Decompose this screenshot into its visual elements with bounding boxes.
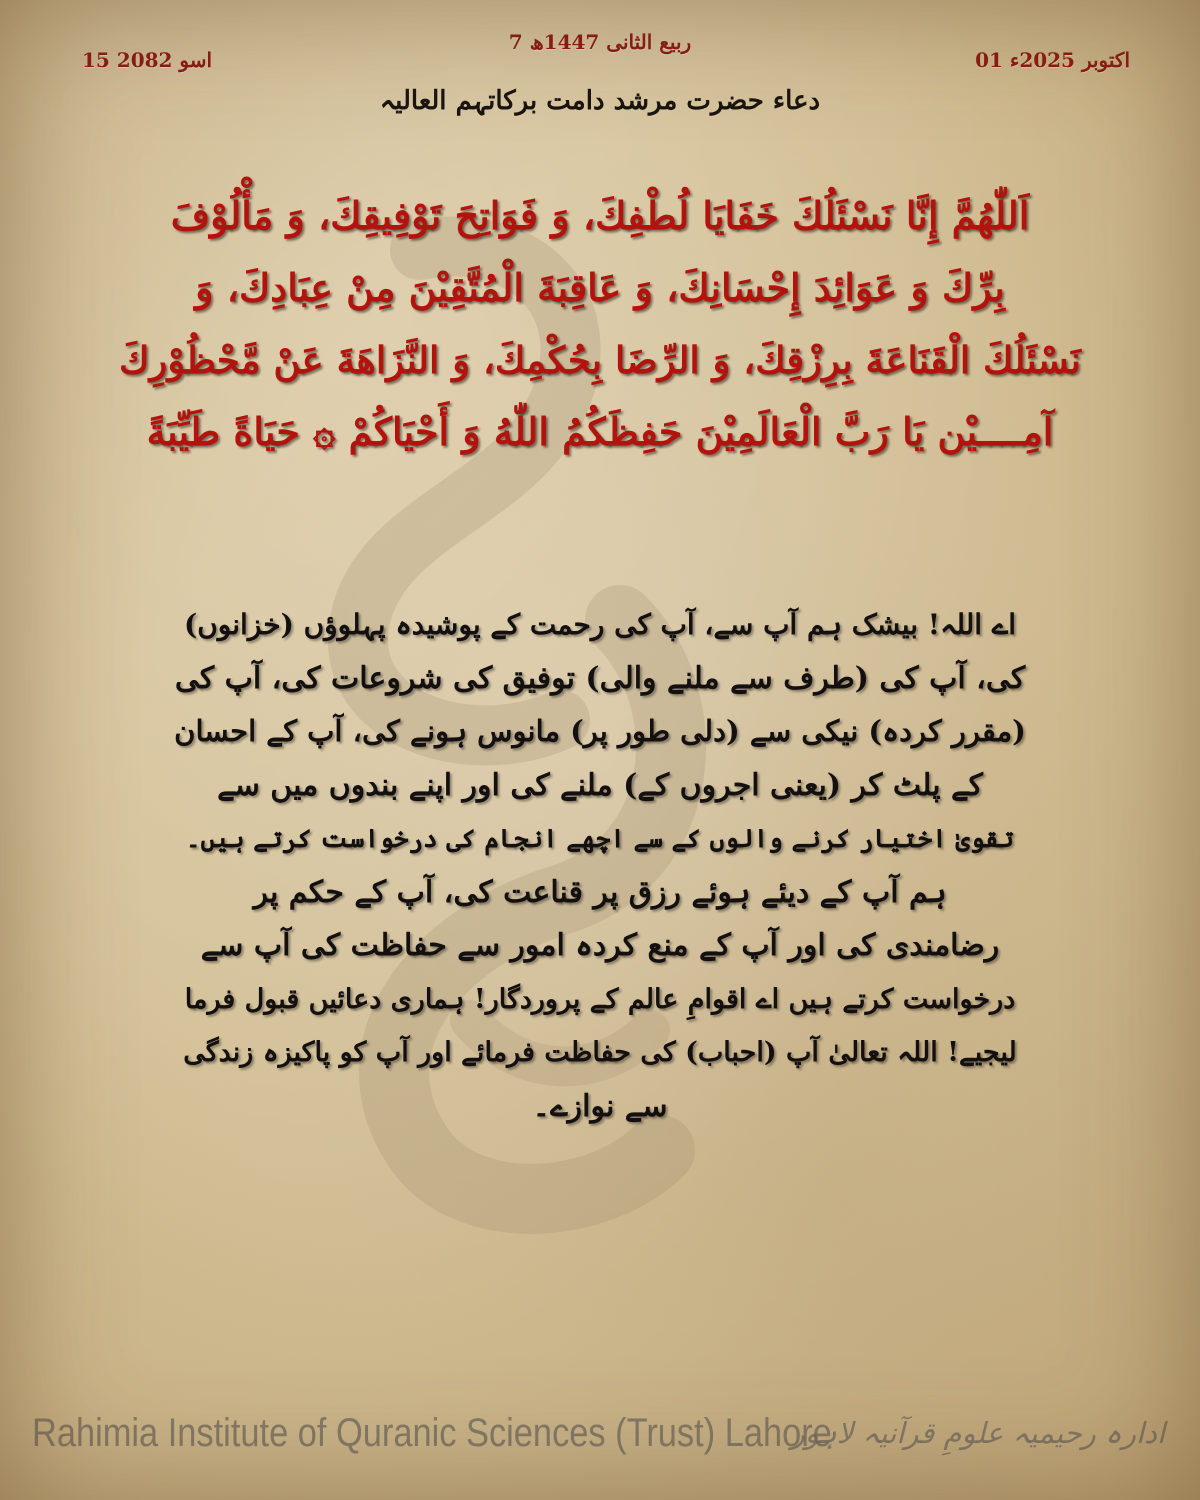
urdu-translation-line: درخواست کرتے ہیں اے اقوامِ عالم کے پروردگار! ہماری دعائیں قبول فرما — [184, 983, 1016, 1015]
urdu-translation-line: اے اللہ! بیشک ہم آپ سے، آپ کی رحمت کے پوشیدہ پہلوؤں (خزانوں) — [183, 608, 1016, 641]
dua-title: دعاء حضرت مرشد دامت برکاتہم العالیہ — [379, 86, 821, 116]
arabic-dua-line: اَللّٰهُمَّ إِنَّا نَسْئَلُكَ خَفَايَا لُطْفِكَ، وَ فَوَاتِحَ تَوْفِيقِكَ، وَ مَأْلُوْفَ — [170, 193, 1030, 238]
hijri-date: 7 ربیع الثانی 1447ھ — [508, 30, 692, 54]
urdu-translation-line: رضامندی کی اور آپ کے منع کردہ امور سے حفاظت کی آپ سے — [200, 928, 1000, 963]
urdu-translation-line: ہم آپ کے دیئے ہوئے رزق پر قناعت کی، آپ کے حکم پر — [253, 874, 947, 910]
arabic-dua-line: نَسْئَلُكَ الْقَنَاعَةَ بِرِزْقِكَ، وَ الرِّضَا بِحُكْمِكَ، وَ النَّزَاهَةَ عَنْ مَّحْظُوْرِكَ — [119, 338, 1081, 382]
arabic-dua-line: آمِــــيْن يَا رَبَّ الْعَالَمِيْنَ حَفِظَكُمُ اللّٰهُ وَ أَحْيَاكُمْ ۞ حَيَاةً طَيِّبَةً — [146, 409, 1054, 454]
urdu-translation — [170, 598, 1030, 1133]
urdu-translation-line: لیجیے! اللہ تعالیٰ آپ (احباب) کی حفاظت فرمائے اور آپ کو پاکیزہ زندگی — [183, 1037, 1017, 1068]
urdu-translation-line: تقویٰ اختیار کرنے والوں کے سے اچھے انجام کی درخواست کرتے ہیں۔ — [185, 824, 1015, 853]
urdu-translation-line: کے پلٹ کر (یعنی اجروں کے) ملنے کی اور اپنے بندوں میں سے — [217, 767, 983, 803]
urdu-translation-line: (مقرر کردہ) نیکی سے (دلی طور پر) مانوس ہونے کی، آپ کے احسان — [174, 714, 1026, 748]
gregorian-date: 01 اکتوبر 2025ء — [975, 48, 1130, 72]
arabic-dua-line: بِرِّكَ وَ عَوَائِدَ إِحْسَانِكَ، وَ عَاقِبَةَ الْمُتَّقِيْنَ مِنْ عِبَادِكَ، وَ — [195, 265, 1005, 310]
arabic-dua — [110, 180, 1090, 468]
vikrami-date: 15 اسو 2082 — [82, 48, 213, 72]
institute-name-english: Rahimia Institute of Quranic Sciences (Trust) Lahore — [32, 1411, 832, 1455]
urdu-translation-line: کی، آپ کی (طرف سے ملنے والی) توفیق کی شروعات کی، آپ کی — [174, 660, 1026, 696]
institute-name-urdu: ادارہ رحیمیہ علومِ قرآنیہ لاہور — [790, 1416, 1165, 1450]
urdu-translation-line: سے نوازے۔ — [532, 1088, 668, 1124]
